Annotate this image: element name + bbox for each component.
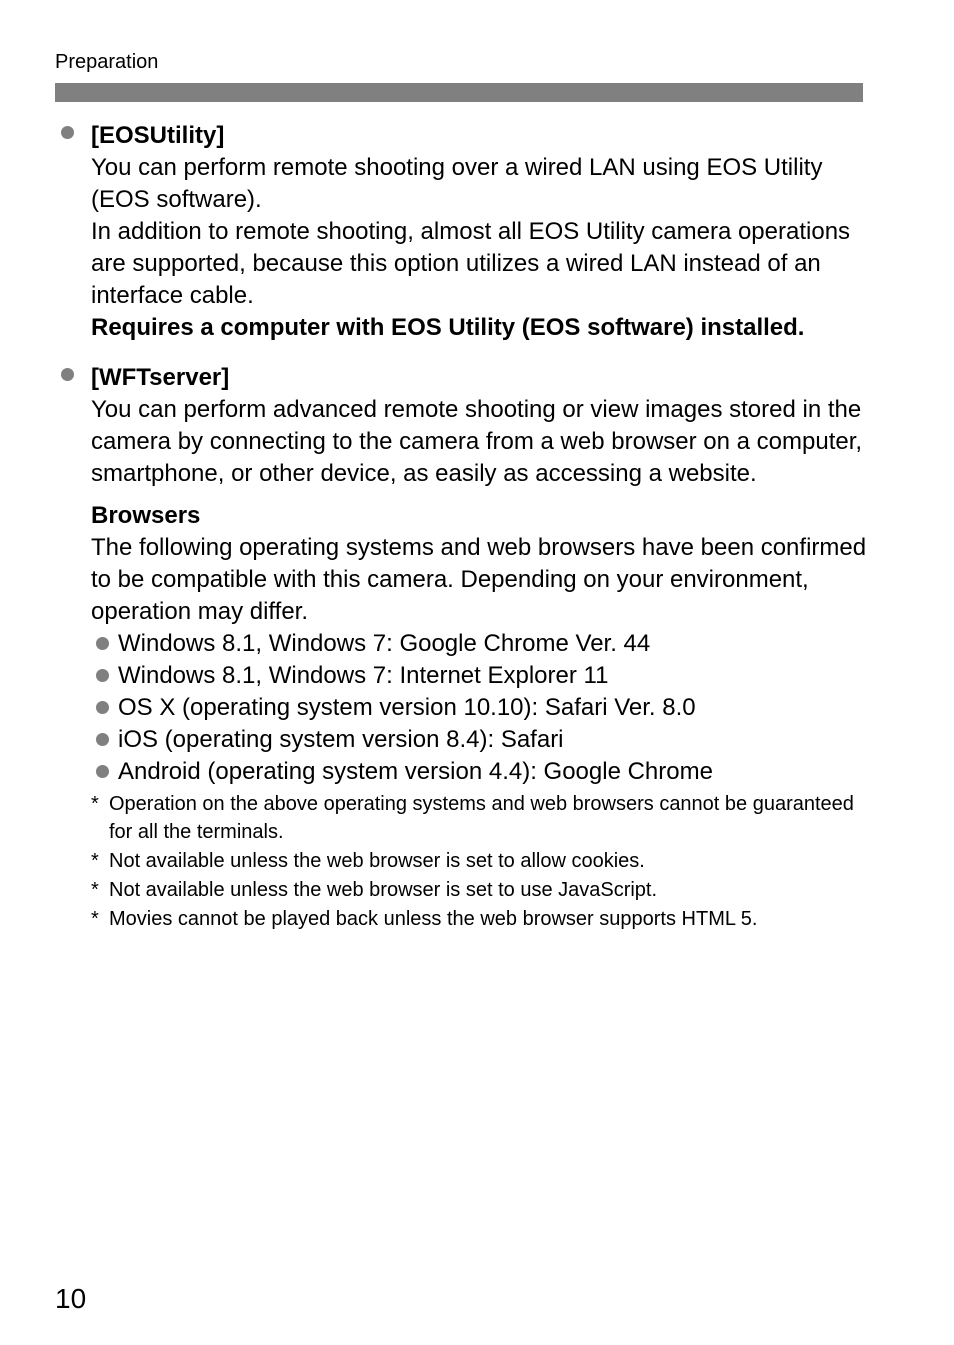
section-header-bar — [55, 83, 863, 102]
eos-utility-requirement: Requires a computer with EOS Utility (EOS software) installed. — [91, 314, 805, 341]
browser-item-text: Windows 8.1, Windows 7: Google Chrome Ver. 44 — [118, 630, 651, 657]
bullet-icon — [96, 637, 109, 650]
wft-server-section — [55, 362, 875, 934]
browser-list — [91, 628, 875, 788]
asterisk-mark: * — [91, 879, 99, 901]
eos-utility-section — [55, 120, 875, 344]
browser-list-item — [91, 724, 875, 756]
bullet-icon — [96, 733, 109, 746]
note-text: Not available unless the web browser is set to allow cookies. — [109, 850, 645, 872]
browsers-intro: The following operating systems and web browsers have been confirmed to be compatible with this camera. Depending on your environment, operation may differ. — [91, 534, 867, 625]
note-text: Not available unless the web browser is set to use JavaScript. — [109, 879, 658, 901]
bullet-icon — [61, 368, 74, 381]
bullet-icon — [61, 126, 74, 139]
wft-server-title: [WFTserver] — [91, 364, 230, 391]
note-item — [91, 790, 875, 846]
notes-list — [91, 790, 875, 933]
browsers-heading: Browsers — [91, 502, 201, 529]
eos-utility-paragraph-2: In addition to remote shooting, almost all EOS Utility camera operations are supported, because this option utilizes a wired LAN instead of an interface cable. — [91, 218, 851, 309]
wft-server-description: You can perform advanced remote shooting or view images stored in the camera by connecting to the camera from a web browser on a computer, smartphone, or other device, as easily as accessing a website. — [91, 396, 863, 487]
note-text: Movies cannot be played back unless the web browser supports HTML 5. — [109, 908, 758, 930]
bullet-icon — [96, 701, 109, 714]
page-number: 10 — [55, 1283, 87, 1314]
section-header-label: Preparation — [55, 51, 159, 73]
browser-list-item — [91, 628, 875, 660]
browser-list-item — [91, 692, 875, 724]
note-text: Operation on the above operating systems and web browsers cannot be guaranteed for all the terminals. — [109, 793, 854, 843]
asterisk-mark: * — [91, 850, 99, 872]
browser-list-item — [91, 660, 875, 692]
note-item — [91, 905, 875, 933]
bullet-icon — [96, 669, 109, 682]
asterisk-mark: * — [91, 793, 99, 815]
browser-item-text: Android (operating system version 4.4): Google Chrome — [118, 758, 713, 785]
browser-list-item — [91, 756, 875, 788]
note-item — [91, 876, 875, 904]
browser-item-text: Windows 8.1, Windows 7: Internet Explorer 11 — [118, 662, 609, 689]
browser-item-text: iOS (operating system version 8.4): Safari — [118, 726, 564, 753]
eos-utility-title: [EOSUtility] — [91, 122, 225, 149]
browser-item-text: OS X (operating system version 10.10): Safari Ver. 8.0 — [118, 694, 696, 721]
asterisk-mark: * — [91, 908, 99, 930]
bullet-icon — [96, 765, 109, 778]
eos-utility-paragraph-1: You can perform remote shooting over a wired LAN using EOS Utility (EOS software). — [91, 154, 823, 213]
note-item — [91, 847, 875, 875]
